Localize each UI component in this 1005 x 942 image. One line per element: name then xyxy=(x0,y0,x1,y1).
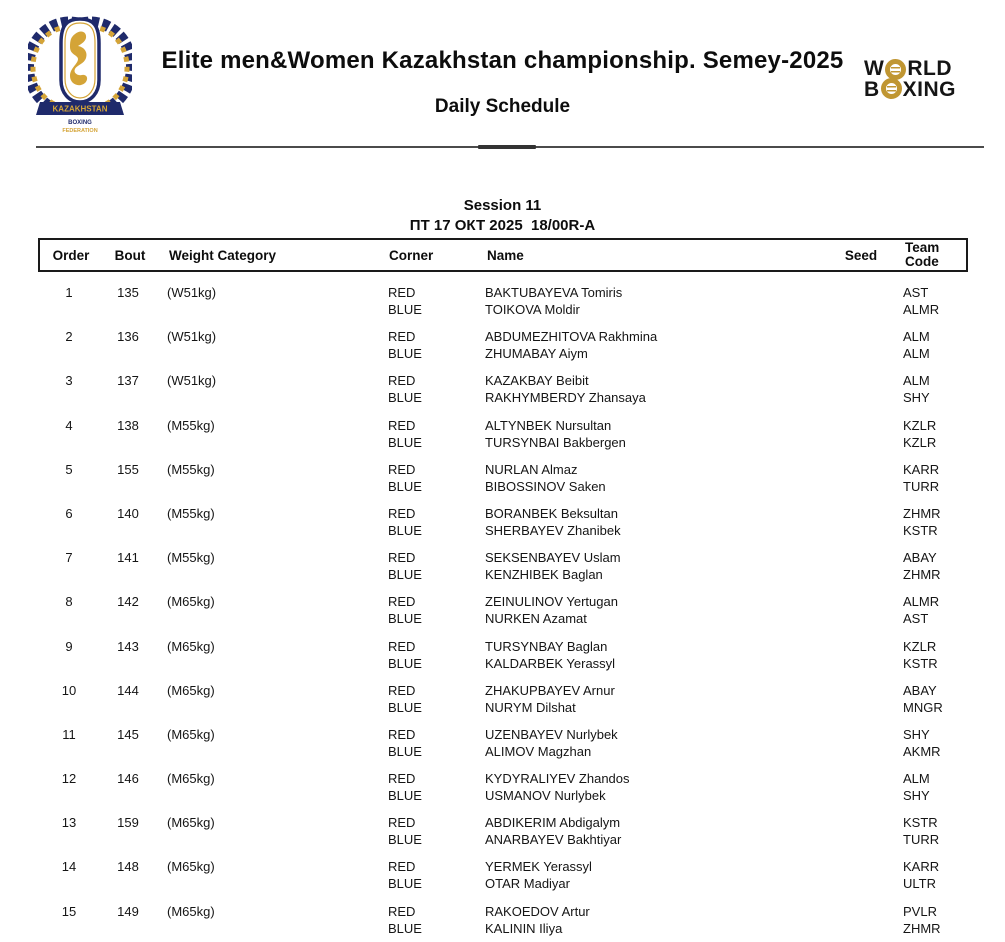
team-code-blue: KZLR xyxy=(903,434,937,450)
team-code-blue: SHY xyxy=(903,788,930,804)
boxer-name-red: BAKTUBAYEVA Tomiris xyxy=(485,285,623,300)
team-code-red: ABAY xyxy=(903,682,937,698)
order-number: 14 xyxy=(61,859,77,875)
corner-label-red: RED xyxy=(388,505,416,521)
order-number: 4 xyxy=(65,417,73,433)
boxer-name-red: TURSYNBAY Baglan xyxy=(485,638,608,654)
weight-category: (M65kg) xyxy=(167,771,215,787)
corner-label-red: RED xyxy=(388,771,416,787)
order-number: 7 xyxy=(65,550,73,566)
boxer-name-blue: KALININ Iliya xyxy=(485,920,563,936)
boxer-name-red: ABDIKERIM Abdigalym xyxy=(485,815,621,831)
corner-label-red: RED xyxy=(388,815,416,831)
corner-label-red: RED xyxy=(388,682,416,698)
column-header-corner: Corner xyxy=(389,247,434,263)
boxer-name-red: KAZAKBAY Beibit xyxy=(485,373,589,389)
bout-number: 155 xyxy=(117,461,139,477)
column-header-team-code: Team Code xyxy=(905,240,940,269)
weight-category: (M65kg) xyxy=(167,594,215,610)
team-code-red: ABAY xyxy=(903,550,937,566)
order-number: 5 xyxy=(65,461,73,477)
team-code-blue: KSTR xyxy=(903,655,938,671)
order-number: 10 xyxy=(61,682,77,698)
team-code-red: ALMR xyxy=(903,594,940,610)
column-header-weight-category: Weight Category xyxy=(169,247,277,263)
page-subtitle: Daily Schedule xyxy=(434,96,571,117)
order-number: 11 xyxy=(62,726,76,742)
order-number: 12 xyxy=(61,771,77,787)
table-row xyxy=(38,593,968,627)
team-code-red: AST xyxy=(903,285,929,300)
kbf-federation-text: FEDERATION xyxy=(62,128,98,134)
boxer-name-red: UZENBAYEV Nurlybek xyxy=(485,726,618,742)
table-header-row xyxy=(38,238,968,272)
session-title: Session 11 xyxy=(463,197,542,214)
table-row xyxy=(38,417,968,451)
team-code-red: ALM xyxy=(903,329,930,345)
corner-label-red: RED xyxy=(388,329,416,345)
table-row xyxy=(38,726,968,760)
boxer-name-red: ZEINULINOV Yertugan xyxy=(485,594,618,610)
order-number: 9 xyxy=(65,638,73,654)
weight-category: (W51kg) xyxy=(167,373,217,389)
bout-number: 143 xyxy=(117,638,139,654)
table-row xyxy=(38,372,968,406)
bout-number: 159 xyxy=(117,815,139,831)
session-heading xyxy=(0,196,1005,236)
corner-label-red: RED xyxy=(388,903,416,919)
column-header-order: Order xyxy=(52,247,90,263)
weight-category: (M55kg) xyxy=(167,505,215,521)
corner-label-blue: BLUE xyxy=(388,567,422,583)
world-boxing-logo xyxy=(864,58,1004,101)
weight-category: (M65kg) xyxy=(167,859,215,875)
table-row xyxy=(38,328,968,362)
team-code-blue: KSTR xyxy=(903,522,938,538)
corner-label-blue: BLUE xyxy=(388,655,422,671)
corner-label-blue: BLUE xyxy=(388,788,422,804)
column-header-seed: Seed xyxy=(844,247,878,263)
corner-label-blue: BLUE xyxy=(388,434,422,450)
bout-number: 140 xyxy=(117,505,139,521)
boxer-name-blue: ANARBAYEV Bakhtiyar xyxy=(485,832,622,848)
table-row xyxy=(38,814,968,848)
order-number: 8 xyxy=(65,594,73,610)
order-number: 2 xyxy=(65,329,73,345)
wb-xing: XING xyxy=(902,78,957,101)
bout-number: 149 xyxy=(117,903,139,919)
team-code-red: ALM xyxy=(903,771,930,787)
wb-rld: RLD xyxy=(907,57,952,80)
boxer-name-blue: ZHUMABAY Aiym xyxy=(485,346,588,362)
team-code-blue: SHY xyxy=(903,390,930,406)
weight-category: (M65kg) xyxy=(167,682,215,698)
corner-label-blue: BLUE xyxy=(388,611,422,627)
team-code-red: KZLR xyxy=(903,417,937,433)
kbf-boxing-text: BOXING xyxy=(68,120,92,126)
column-header-name: Name xyxy=(487,247,524,263)
bout-number: 135 xyxy=(117,285,139,300)
corner-label-red: RED xyxy=(388,461,416,477)
team-code-red: ZHMR xyxy=(903,505,941,521)
kbf-banner-text: KAZAKHSTAN xyxy=(52,104,108,114)
table-row xyxy=(38,505,968,539)
corner-label-red: RED xyxy=(388,373,416,389)
weight-category: (W51kg) xyxy=(167,329,217,345)
team-code-red: PVLR xyxy=(903,903,937,919)
corner-label-red: RED xyxy=(388,550,416,566)
corner-label-blue: BLUE xyxy=(388,920,422,936)
team-code-red: KZLR xyxy=(903,638,937,654)
boxer-name-blue: ALIMOV Magzhan xyxy=(485,743,592,759)
boxer-name-red: SEKSENBAYEV Uslam xyxy=(485,550,621,566)
corner-label-blue: BLUE xyxy=(388,390,422,406)
weight-category: (M65kg) xyxy=(167,903,215,919)
wb-b: B xyxy=(864,78,880,101)
table-row xyxy=(38,549,968,583)
corner-label-red: RED xyxy=(388,859,416,875)
corner-label-blue: BLUE xyxy=(388,522,422,538)
boxer-name-red: YERMEK Yerassyl xyxy=(485,859,592,875)
boxer-name-red: RAKOEDOV Artur xyxy=(485,903,590,919)
kazakhstan-boxing-federation-logo-icon xyxy=(28,12,132,138)
order-number: 3 xyxy=(65,373,73,389)
boxer-name-blue: BIBOSSINOV Saken xyxy=(485,478,606,494)
corner-label-blue: BLUE xyxy=(388,743,422,759)
boxer-name-blue: RAKHYMBERDY Zhansaya xyxy=(485,390,646,406)
boxer-name-red: ALTYNBEK Nursultan xyxy=(485,417,612,433)
bout-number: 144 xyxy=(117,682,139,698)
session-datetime: ПТ 17 ОКТ 2025 18/00R-A xyxy=(409,217,596,234)
boxer-name-red: ABDUMEZHITOVA Rakhmina xyxy=(485,329,658,345)
corner-label-red: RED xyxy=(388,638,416,654)
bout-rows xyxy=(38,284,968,937)
table-row xyxy=(38,461,968,495)
bout-number: 141 xyxy=(117,550,139,566)
boxer-name-blue: NURKEN Azamat xyxy=(485,611,587,627)
bout-number: 136 xyxy=(117,329,139,345)
team-code-red: KARR xyxy=(903,461,940,477)
column-header-bout: Bout xyxy=(114,247,146,263)
weight-category: (M65kg) xyxy=(167,726,215,742)
team-code-red: SHY xyxy=(903,726,930,742)
boxer-name-blue: SHERBAYEV Zhanibek xyxy=(485,522,621,538)
corner-label-blue: BLUE xyxy=(388,346,422,362)
corner-label-blue: BLUE xyxy=(388,478,422,494)
team-code-blue: AKMR xyxy=(903,743,941,759)
team-code-blue: AST xyxy=(903,611,929,627)
boxer-name-blue: TURSYNBAI Bakbergen xyxy=(485,434,626,450)
weight-category: (M65kg) xyxy=(167,815,215,831)
weight-category: (M55kg) xyxy=(167,550,215,566)
bout-number: 137 xyxy=(117,373,139,389)
globe-ring-icon xyxy=(885,59,906,80)
boxer-name-blue: KENZHIBEK Baglan xyxy=(485,567,603,583)
boxer-name-blue: USMANOV Nurlybek xyxy=(485,788,606,804)
wb-w: W xyxy=(864,57,885,80)
team-code-blue: ALMR xyxy=(903,302,940,317)
world-boxing-line2 xyxy=(864,79,1004,101)
boxer-name-red: ZHAKUPBAYEV Arnur xyxy=(485,682,615,698)
corner-label-red: RED xyxy=(388,726,416,742)
order-number: 15 xyxy=(61,903,77,919)
table-row xyxy=(38,682,968,716)
team-code-blue: TURR xyxy=(903,478,940,494)
weight-category: (M55kg) xyxy=(167,461,215,477)
corner-label-blue: BLUE xyxy=(388,876,422,892)
corner-label-red: RED xyxy=(388,594,416,610)
header-divider-segment xyxy=(478,145,536,149)
table-row xyxy=(38,903,968,937)
boxer-name-blue: TOIKOVA Moldir xyxy=(485,302,580,317)
bout-number: 146 xyxy=(117,771,139,787)
bout-number: 148 xyxy=(117,859,139,875)
team-code-red: ALM xyxy=(903,373,930,389)
team-code-blue: ULTR xyxy=(903,876,936,892)
team-code-red: KSTR xyxy=(903,815,938,831)
bout-number: 142 xyxy=(117,594,139,610)
corner-label-blue: BLUE xyxy=(388,832,422,848)
corner-label-red: RED xyxy=(388,417,416,433)
team-code-blue: ALM xyxy=(903,346,930,362)
weight-category: (W51kg) xyxy=(167,285,217,300)
team-code-red: KARR xyxy=(903,859,940,875)
world-boxing-line1 xyxy=(864,58,1004,80)
team-code-blue: MNGR xyxy=(903,699,943,715)
boxer-name-blue: KALDARBEK Yerassyl xyxy=(485,655,616,671)
boxer-name-red: KYDYRALIYEV Zhandos xyxy=(485,771,630,787)
schedule-table xyxy=(38,238,968,942)
weight-category: (M55kg) xyxy=(167,417,215,433)
globe-ring-icon xyxy=(881,78,902,99)
table-row xyxy=(38,638,968,672)
corner-label-red: RED xyxy=(388,285,416,300)
boxer-name-blue: NURYM Dilshat xyxy=(485,699,576,715)
page-title: Elite men&Women Kazakhstan championship. Semey-2025 xyxy=(161,47,844,74)
weight-category: (M65kg) xyxy=(167,638,215,654)
boxer-name-red: BORANBEK Beksultan xyxy=(485,505,618,521)
table-row xyxy=(38,770,968,804)
team-code-blue: ZHMR xyxy=(903,567,941,583)
order-number: 13 xyxy=(61,815,77,831)
boxer-name-blue: OTAR Madiyar xyxy=(485,876,570,892)
team-code-blue: ZHMR xyxy=(903,920,941,936)
table-row xyxy=(38,284,968,318)
bout-number: 145 xyxy=(117,726,139,742)
corner-label-blue: BLUE xyxy=(388,302,422,317)
order-number: 6 xyxy=(65,505,73,521)
team-code-blue: TURR xyxy=(903,832,940,848)
corner-label-blue: BLUE xyxy=(388,699,422,715)
bout-number: 138 xyxy=(117,417,139,433)
boxer-name-red: NURLAN Almaz xyxy=(485,461,578,477)
table-row xyxy=(38,858,968,892)
order-number: 1 xyxy=(65,285,73,300)
